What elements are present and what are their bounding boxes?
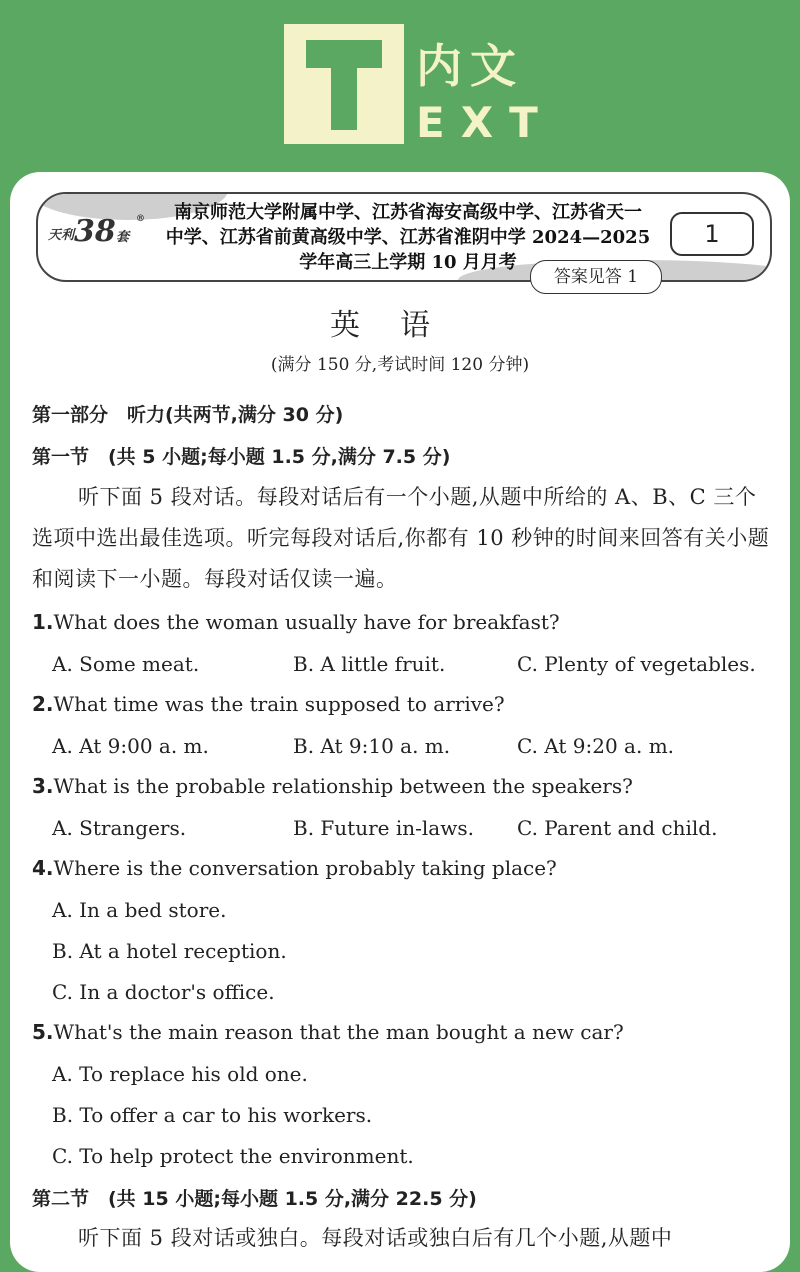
page-title: 英语 (330, 308, 470, 343)
question-2: 2.What time was the train supposed to arrive? (32, 692, 505, 716)
option-b[interactable]: B. At a hotel reception. (52, 939, 287, 963)
question-1: 1.What does the woman usually have for breakfast? (32, 610, 560, 634)
option-c[interactable]: C. Parent and child. (517, 816, 718, 840)
paper-number: 1 (670, 212, 754, 256)
banner-cn-label: 内文 (416, 39, 524, 93)
exam-header (36, 192, 772, 282)
option-a[interactable]: A. In a bed store. (52, 898, 227, 922)
option-b[interactable]: B. A little fruit. (293, 652, 446, 676)
t-logo-icon (284, 24, 404, 144)
option-c[interactable]: C. To help protect the environment. (52, 1144, 414, 1168)
option-a[interactable]: A. At 9:00 a. m. (52, 734, 209, 758)
option-c[interactable]: C. At 9:20 a. m. (517, 734, 675, 758)
option-a[interactable]: A. Strangers. (52, 816, 187, 840)
part-heading: 第一部分 听力(共两节,满分 30 分) (32, 404, 344, 426)
option-c[interactable]: C. Plenty of vegetables. (517, 652, 756, 676)
option-b[interactable]: B. To offer a car to his workers. (52, 1103, 373, 1127)
option-c[interactable]: C. In a doctor's office. (52, 980, 275, 1004)
question-5: 5.What's the main reason that the man bought a new car? (32, 1020, 624, 1044)
exam-info: (满分 150 分,考试时间 120 分钟) (270, 355, 530, 375)
instructions-2: 听下面 5 段对话或独白。每段对话或独白后有几个小题,从题中 (78, 1226, 673, 1250)
option-a[interactable]: A. Some meat. (52, 652, 200, 676)
question-4: 4.Where is the conversation probably taking place? (32, 856, 557, 880)
question-3: 3.What is the probable relationship between the speakers? (32, 774, 633, 798)
option-b[interactable]: B. Future in-laws. (293, 816, 474, 840)
school-names: 南京师范大学附属中学、江苏省海安高级中学、江苏省天一 中学、江苏省前黄高级中学、江苏省淮阴中学 2024—2025 学年高三上学期 10 月月考 (165, 202, 651, 273)
instructions: 听下面 5 段对话。每段对话后有一个小题,从题中所给的 A、B、C 三个选项中选出最佳选项。听完每段对话后,你都有 10 秒钟的时间来回答有关小题和阅读下一小题。每段对话仅读一遍。 (32, 485, 770, 591)
exam-paper (10, 172, 790, 1272)
answer-reference-tag: 答案见答 1 (530, 260, 662, 294)
section-heading-2: 第二节 (共 15 小题;每小题 1.5 分,满分 22.5 分) (32, 1188, 477, 1210)
option-b[interactable]: B. At 9:10 a. m. (293, 734, 451, 758)
tianli-logo: 天利 38 套 ® (48, 214, 145, 249)
section-heading: 第一节 (共 5 小题;每小题 1.5 分,满分 7.5 分) (32, 446, 451, 468)
option-a[interactable]: A. To replace his old one. (52, 1062, 308, 1086)
banner (0, 0, 800, 170)
banner-en-label: EXT (416, 98, 554, 147)
